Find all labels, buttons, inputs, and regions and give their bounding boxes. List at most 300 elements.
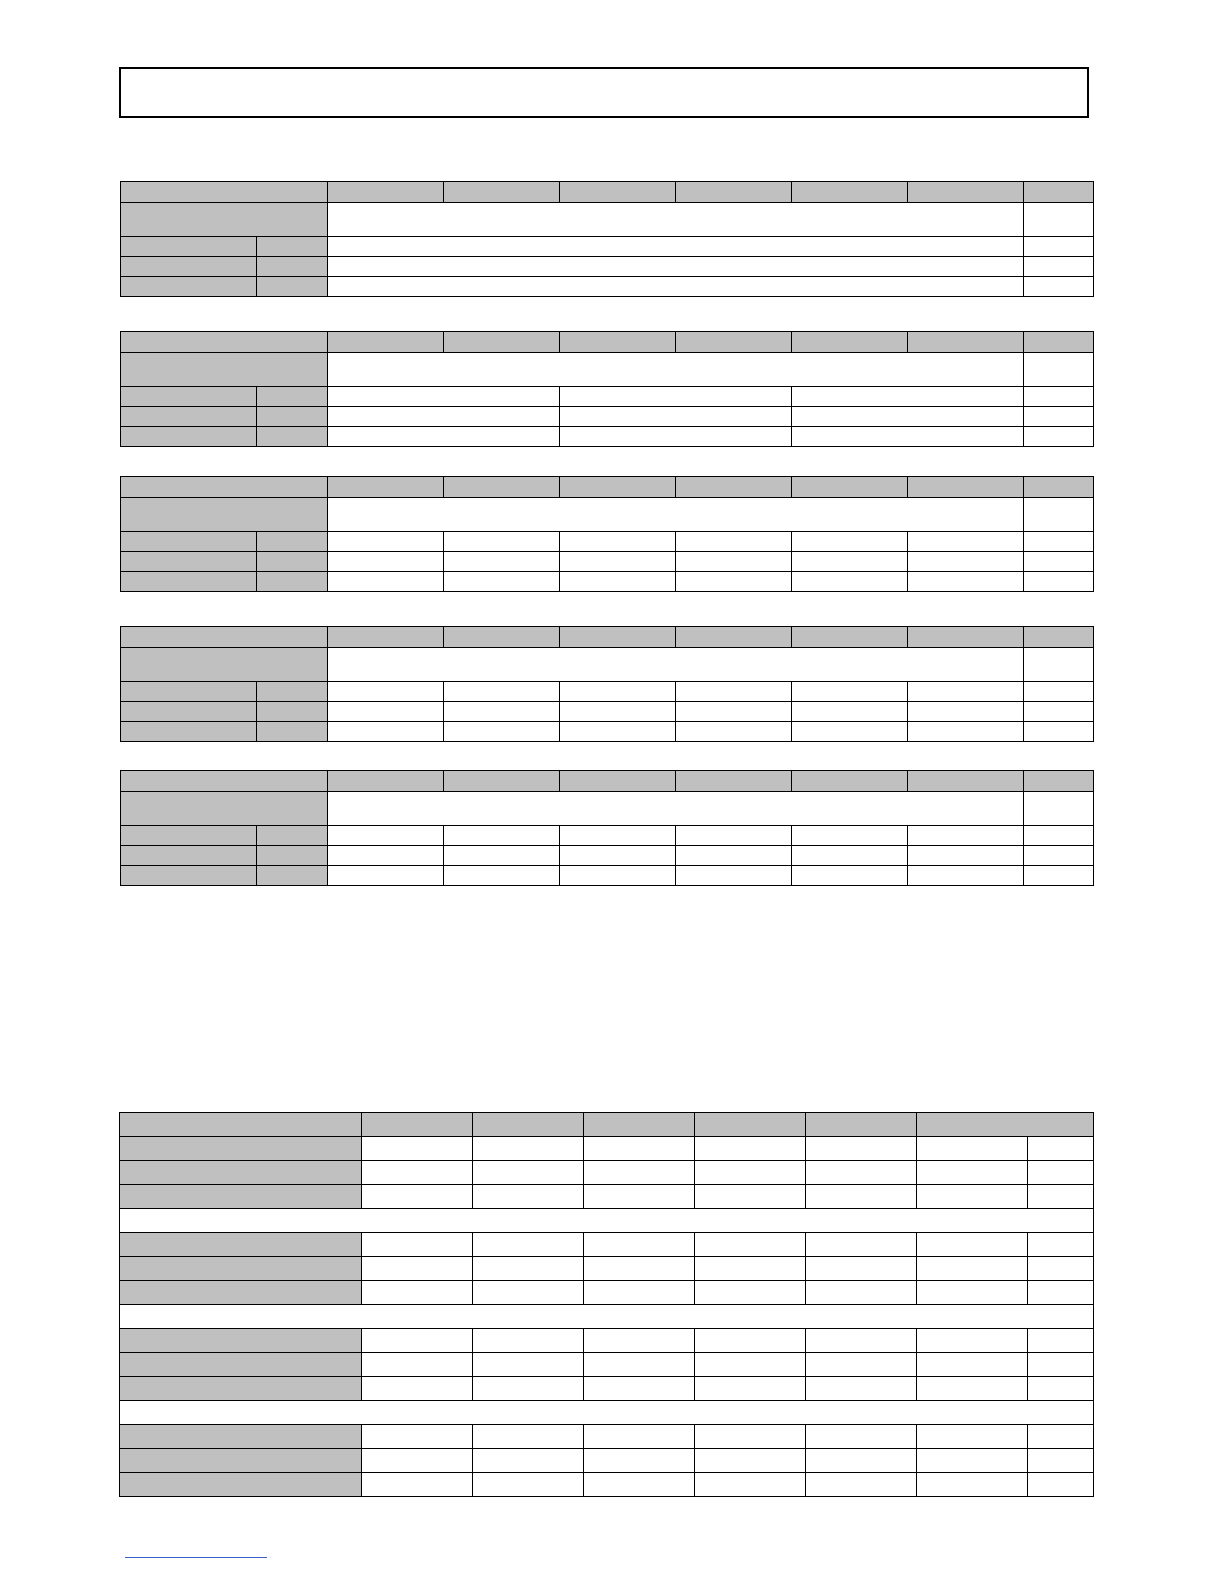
row-code bbox=[257, 572, 328, 592]
row-total bbox=[1024, 572, 1094, 592]
row-value bbox=[328, 552, 444, 572]
form-section-4 bbox=[120, 626, 1094, 742]
section-data-row bbox=[121, 846, 1094, 866]
row-value bbox=[792, 572, 908, 592]
row-value bbox=[328, 682, 444, 702]
row-value bbox=[560, 682, 676, 702]
row-value bbox=[792, 407, 1024, 427]
summary-row-label bbox=[120, 1377, 362, 1401]
section-description-label bbox=[121, 498, 328, 532]
section-header-cell bbox=[908, 477, 1024, 498]
row-value bbox=[560, 846, 676, 866]
section-header-row bbox=[121, 771, 1094, 792]
summary-row-value bbox=[917, 1449, 1028, 1473]
section-header-cell bbox=[328, 627, 444, 648]
row-value bbox=[328, 722, 444, 742]
row-value bbox=[676, 552, 792, 572]
row-value bbox=[560, 387, 792, 407]
section-header-cell bbox=[908, 627, 1024, 648]
row-value bbox=[676, 866, 792, 886]
summary-row-value bbox=[362, 1329, 473, 1353]
section-header-cell bbox=[328, 332, 444, 353]
row-code bbox=[257, 407, 328, 427]
summary-row-value bbox=[584, 1161, 695, 1185]
summary-row-label bbox=[120, 1233, 362, 1257]
section-description-total bbox=[1024, 353, 1094, 387]
summary-row-value bbox=[1028, 1377, 1094, 1401]
summary-data-row bbox=[120, 1449, 1094, 1473]
row-total bbox=[1024, 427, 1094, 447]
summary-row-value bbox=[695, 1281, 806, 1305]
summary-row-value bbox=[473, 1353, 584, 1377]
section-description-value bbox=[328, 792, 1024, 826]
summary-data-row bbox=[120, 1425, 1094, 1449]
row-value bbox=[560, 427, 792, 447]
section-header-cell bbox=[908, 771, 1024, 792]
row-code bbox=[257, 427, 328, 447]
section-header-cell bbox=[1024, 627, 1094, 648]
summary-data-row bbox=[120, 1137, 1094, 1161]
section-description-value bbox=[328, 648, 1024, 682]
row-value bbox=[444, 552, 560, 572]
summary-row-value bbox=[584, 1425, 695, 1449]
summary-data-row bbox=[120, 1257, 1094, 1281]
summary-row-value bbox=[584, 1329, 695, 1353]
section-header-cell bbox=[676, 182, 792, 203]
summary-row-label bbox=[120, 1137, 362, 1161]
section-header-cell bbox=[444, 332, 560, 353]
row-total bbox=[1024, 722, 1094, 742]
section-header-cell bbox=[560, 332, 676, 353]
row-label bbox=[121, 407, 257, 427]
row-value bbox=[908, 552, 1024, 572]
summary-row-value bbox=[584, 1137, 695, 1161]
form-section-5 bbox=[120, 770, 1094, 886]
summary-row-value bbox=[362, 1473, 473, 1497]
row-value bbox=[328, 826, 444, 846]
row-value bbox=[444, 866, 560, 886]
summary-row-value bbox=[1028, 1473, 1094, 1497]
section-header-cell bbox=[792, 771, 908, 792]
summary-row-value bbox=[695, 1137, 806, 1161]
row-value bbox=[328, 277, 1024, 297]
summary-row-value bbox=[473, 1425, 584, 1449]
row-value bbox=[908, 702, 1024, 722]
section-header-cell bbox=[560, 771, 676, 792]
row-code bbox=[257, 237, 328, 257]
section-header-cell bbox=[792, 182, 908, 203]
row-value bbox=[328, 427, 560, 447]
row-value bbox=[676, 532, 792, 552]
row-label bbox=[121, 702, 257, 722]
section-header-cell bbox=[444, 771, 560, 792]
section-data-row bbox=[121, 407, 1094, 427]
row-value bbox=[328, 407, 560, 427]
section-data-row bbox=[121, 257, 1094, 277]
section-header-cell bbox=[792, 332, 908, 353]
summary-row-value bbox=[362, 1425, 473, 1449]
row-value bbox=[792, 427, 1024, 447]
row-value bbox=[676, 682, 792, 702]
section-data-row bbox=[121, 826, 1094, 846]
row-value bbox=[676, 572, 792, 592]
row-value bbox=[908, 846, 1024, 866]
section-description-value bbox=[328, 498, 1024, 532]
summary-row-value bbox=[1028, 1137, 1094, 1161]
row-value bbox=[328, 866, 444, 886]
summary-header-cell bbox=[584, 1113, 695, 1137]
row-value bbox=[328, 532, 444, 552]
section-description-label bbox=[121, 792, 328, 826]
row-value bbox=[444, 532, 560, 552]
summary-row-value bbox=[806, 1281, 917, 1305]
summary-header-cell bbox=[473, 1113, 584, 1137]
summary-row-value bbox=[695, 1233, 806, 1257]
row-value bbox=[792, 387, 1024, 407]
section-header-label bbox=[121, 477, 328, 498]
row-value bbox=[328, 702, 444, 722]
row-code bbox=[257, 702, 328, 722]
row-value bbox=[792, 826, 908, 846]
summary-data-row bbox=[120, 1185, 1094, 1209]
summary-row-value bbox=[362, 1161, 473, 1185]
summary-header-cell bbox=[362, 1113, 473, 1137]
summary-row-value bbox=[473, 1329, 584, 1353]
summary-data-row bbox=[120, 1377, 1094, 1401]
row-value bbox=[792, 702, 908, 722]
row-value bbox=[908, 572, 1024, 592]
row-value bbox=[676, 846, 792, 866]
summary-row-value bbox=[695, 1377, 806, 1401]
section-header-cell bbox=[1024, 332, 1094, 353]
summary-row-value bbox=[917, 1377, 1028, 1401]
summary-row-value bbox=[917, 1329, 1028, 1353]
summary-row-value bbox=[362, 1377, 473, 1401]
row-value bbox=[792, 532, 908, 552]
row-label bbox=[121, 866, 257, 886]
section-header-row bbox=[121, 332, 1094, 353]
section-description-row bbox=[121, 498, 1094, 532]
summary-row-value bbox=[473, 1161, 584, 1185]
summary-row-value bbox=[806, 1137, 917, 1161]
row-value bbox=[908, 826, 1024, 846]
row-total bbox=[1024, 866, 1094, 886]
summary-separator-row bbox=[120, 1305, 1094, 1329]
summary-row-value bbox=[917, 1137, 1028, 1161]
section-data-row bbox=[121, 552, 1094, 572]
section-description-total bbox=[1024, 648, 1094, 682]
row-value bbox=[444, 722, 560, 742]
row-value bbox=[908, 682, 1024, 702]
summary-row-value bbox=[473, 1137, 584, 1161]
row-label bbox=[121, 257, 257, 277]
summary-row-value bbox=[362, 1353, 473, 1377]
summary-row-value bbox=[917, 1353, 1028, 1377]
section-header-cell bbox=[560, 627, 676, 648]
section-data-row bbox=[121, 682, 1094, 702]
summary-row-value bbox=[695, 1257, 806, 1281]
summary-separator-cell bbox=[120, 1305, 1094, 1329]
summary-table bbox=[119, 1112, 1094, 1497]
section-header-cell bbox=[444, 627, 560, 648]
row-total bbox=[1024, 277, 1094, 297]
summary-row-value bbox=[473, 1257, 584, 1281]
section-header-cell bbox=[676, 627, 792, 648]
summary-row-value bbox=[362, 1185, 473, 1209]
summary-row-value bbox=[473, 1233, 584, 1257]
row-value bbox=[328, 257, 1024, 277]
row-value bbox=[792, 552, 908, 572]
section-data-row bbox=[121, 277, 1094, 297]
row-label bbox=[121, 572, 257, 592]
summary-row-value bbox=[1028, 1281, 1094, 1305]
summary-header-label bbox=[120, 1113, 362, 1137]
row-total bbox=[1024, 387, 1094, 407]
summary-row-value bbox=[917, 1233, 1028, 1257]
summary-row-value bbox=[362, 1137, 473, 1161]
row-code bbox=[257, 826, 328, 846]
row-value bbox=[328, 846, 444, 866]
section-description-value bbox=[328, 203, 1024, 237]
summary-row-value bbox=[1028, 1353, 1094, 1377]
row-value bbox=[444, 702, 560, 722]
section-data-row bbox=[121, 722, 1094, 742]
summary-row-value bbox=[1028, 1161, 1094, 1185]
summary-row-value bbox=[1028, 1185, 1094, 1209]
section-header-row bbox=[121, 477, 1094, 498]
summary-row-value bbox=[917, 1161, 1028, 1185]
summary-row-value bbox=[584, 1449, 695, 1473]
row-value bbox=[908, 866, 1024, 886]
summary-row-value bbox=[1028, 1257, 1094, 1281]
row-value bbox=[560, 702, 676, 722]
summary-row-value bbox=[806, 1161, 917, 1185]
summary-row-label bbox=[120, 1353, 362, 1377]
summary-row-value bbox=[806, 1473, 917, 1497]
section-data-row bbox=[121, 532, 1094, 552]
summary-row-value bbox=[362, 1257, 473, 1281]
row-value bbox=[328, 572, 444, 592]
section-description-total bbox=[1024, 498, 1094, 532]
summary-row-value bbox=[1028, 1233, 1094, 1257]
summary-separator-cell bbox=[120, 1401, 1094, 1425]
section-header-cell bbox=[676, 332, 792, 353]
row-total bbox=[1024, 682, 1094, 702]
summary-row-value bbox=[806, 1185, 917, 1209]
summary-row-label bbox=[120, 1281, 362, 1305]
section-header-cell bbox=[444, 477, 560, 498]
summary-row-value bbox=[584, 1281, 695, 1305]
section-description-value bbox=[328, 353, 1024, 387]
summary-row-value bbox=[362, 1233, 473, 1257]
row-total bbox=[1024, 407, 1094, 427]
section-header-cell bbox=[328, 771, 444, 792]
summary-row-value bbox=[695, 1161, 806, 1185]
row-label bbox=[121, 682, 257, 702]
row-code bbox=[257, 722, 328, 742]
row-value bbox=[792, 866, 908, 886]
section-header-label bbox=[121, 771, 328, 792]
section-description-row bbox=[121, 203, 1094, 237]
section-data-row bbox=[121, 572, 1094, 592]
section-header-cell bbox=[328, 477, 444, 498]
row-value bbox=[444, 846, 560, 866]
section-header-cell bbox=[1024, 771, 1094, 792]
section-header-row bbox=[121, 627, 1094, 648]
summary-row-value bbox=[473, 1281, 584, 1305]
summary-row-value bbox=[473, 1449, 584, 1473]
row-value bbox=[328, 387, 560, 407]
row-code bbox=[257, 257, 328, 277]
summary-row-value bbox=[473, 1377, 584, 1401]
summary-row-value bbox=[362, 1449, 473, 1473]
row-value bbox=[908, 532, 1024, 552]
section-description-total bbox=[1024, 203, 1094, 237]
row-total bbox=[1024, 257, 1094, 277]
row-total bbox=[1024, 532, 1094, 552]
row-label bbox=[121, 277, 257, 297]
summary-row-label bbox=[120, 1425, 362, 1449]
row-code bbox=[257, 846, 328, 866]
section-description-total bbox=[1024, 792, 1094, 826]
section-data-row bbox=[121, 702, 1094, 722]
row-code bbox=[257, 866, 328, 886]
row-value bbox=[444, 572, 560, 592]
summary-row-value bbox=[695, 1473, 806, 1497]
section-data-row bbox=[121, 427, 1094, 447]
row-total bbox=[1024, 826, 1094, 846]
row-value bbox=[792, 682, 908, 702]
section-header-cell bbox=[1024, 182, 1094, 203]
form-section-2 bbox=[120, 331, 1094, 447]
summary-row-value bbox=[584, 1257, 695, 1281]
summary-row-value bbox=[917, 1473, 1028, 1497]
summary-row-value bbox=[917, 1185, 1028, 1209]
summary-row-value bbox=[584, 1233, 695, 1257]
row-label bbox=[121, 427, 257, 447]
row-code bbox=[257, 387, 328, 407]
section-data-row bbox=[121, 866, 1094, 886]
summary-row-label bbox=[120, 1185, 362, 1209]
section-header-cell bbox=[560, 477, 676, 498]
footnote-separator bbox=[125, 1557, 267, 1558]
row-value bbox=[792, 722, 908, 742]
row-total bbox=[1024, 237, 1094, 257]
row-value bbox=[676, 722, 792, 742]
summary-row-value bbox=[695, 1185, 806, 1209]
summary-row-value bbox=[806, 1377, 917, 1401]
section-header-row bbox=[121, 182, 1094, 203]
section-header-cell bbox=[444, 182, 560, 203]
row-code bbox=[257, 277, 328, 297]
summary-header-cell bbox=[917, 1113, 1094, 1137]
section-header-cell bbox=[1024, 477, 1094, 498]
summary-row-value bbox=[695, 1449, 806, 1473]
summary-row-label bbox=[120, 1473, 362, 1497]
summary-row-value bbox=[806, 1257, 917, 1281]
section-header-cell bbox=[792, 477, 908, 498]
summary-row-value bbox=[1028, 1329, 1094, 1353]
row-label bbox=[121, 532, 257, 552]
section-header-cell bbox=[676, 771, 792, 792]
summary-row-value bbox=[584, 1377, 695, 1401]
summary-row-value bbox=[917, 1281, 1028, 1305]
row-label bbox=[121, 387, 257, 407]
row-value bbox=[560, 722, 676, 742]
row-value bbox=[792, 846, 908, 866]
row-value bbox=[676, 702, 792, 722]
row-code bbox=[257, 552, 328, 572]
summary-data-row bbox=[120, 1329, 1094, 1353]
section-header-cell bbox=[792, 627, 908, 648]
summary-row-value bbox=[584, 1473, 695, 1497]
summary-row-value bbox=[695, 1425, 806, 1449]
row-total bbox=[1024, 552, 1094, 572]
row-value bbox=[444, 682, 560, 702]
form-section-3 bbox=[120, 476, 1094, 592]
summary-row-value bbox=[806, 1329, 917, 1353]
summary-row-value bbox=[1028, 1425, 1094, 1449]
row-value bbox=[560, 826, 676, 846]
summary-row-value bbox=[917, 1257, 1028, 1281]
section-header-cell bbox=[676, 477, 792, 498]
row-label bbox=[121, 552, 257, 572]
section-description-label bbox=[121, 648, 328, 682]
summary-row-value bbox=[584, 1353, 695, 1377]
summary-header-cell bbox=[695, 1113, 806, 1137]
section-data-row bbox=[121, 237, 1094, 257]
summary-header-cell bbox=[806, 1113, 917, 1137]
row-value bbox=[328, 237, 1024, 257]
summary-separator-row bbox=[120, 1401, 1094, 1425]
section-description-label bbox=[121, 203, 328, 237]
summary-row-label bbox=[120, 1257, 362, 1281]
summary-separator-cell bbox=[120, 1209, 1094, 1233]
row-code bbox=[257, 682, 328, 702]
summary-data-row bbox=[120, 1353, 1094, 1377]
summary-row-value bbox=[806, 1233, 917, 1257]
summary-row-label bbox=[120, 1449, 362, 1473]
summary-data-row bbox=[120, 1281, 1094, 1305]
summary-row-value bbox=[806, 1449, 917, 1473]
summary-row-value bbox=[584, 1185, 695, 1209]
row-value bbox=[560, 572, 676, 592]
summary-row-label bbox=[120, 1161, 362, 1185]
summary-row-value bbox=[362, 1281, 473, 1305]
section-header-label bbox=[121, 332, 328, 353]
row-value bbox=[908, 722, 1024, 742]
summary-data-row bbox=[120, 1233, 1094, 1257]
section-header-label bbox=[121, 627, 328, 648]
row-total bbox=[1024, 846, 1094, 866]
row-value bbox=[676, 826, 792, 846]
document-title-box bbox=[119, 67, 1089, 118]
section-data-row bbox=[121, 387, 1094, 407]
row-code bbox=[257, 532, 328, 552]
row-label bbox=[121, 846, 257, 866]
section-header-label bbox=[121, 182, 328, 203]
summary-row-value bbox=[473, 1185, 584, 1209]
row-label bbox=[121, 826, 257, 846]
section-header-cell bbox=[908, 182, 1024, 203]
summary-row-value bbox=[695, 1329, 806, 1353]
summary-row-value bbox=[806, 1425, 917, 1449]
summary-row-value bbox=[806, 1353, 917, 1377]
section-description-row bbox=[121, 648, 1094, 682]
summary-header-row bbox=[120, 1113, 1094, 1137]
summary-data-row bbox=[120, 1473, 1094, 1497]
summary-row-value bbox=[1028, 1449, 1094, 1473]
